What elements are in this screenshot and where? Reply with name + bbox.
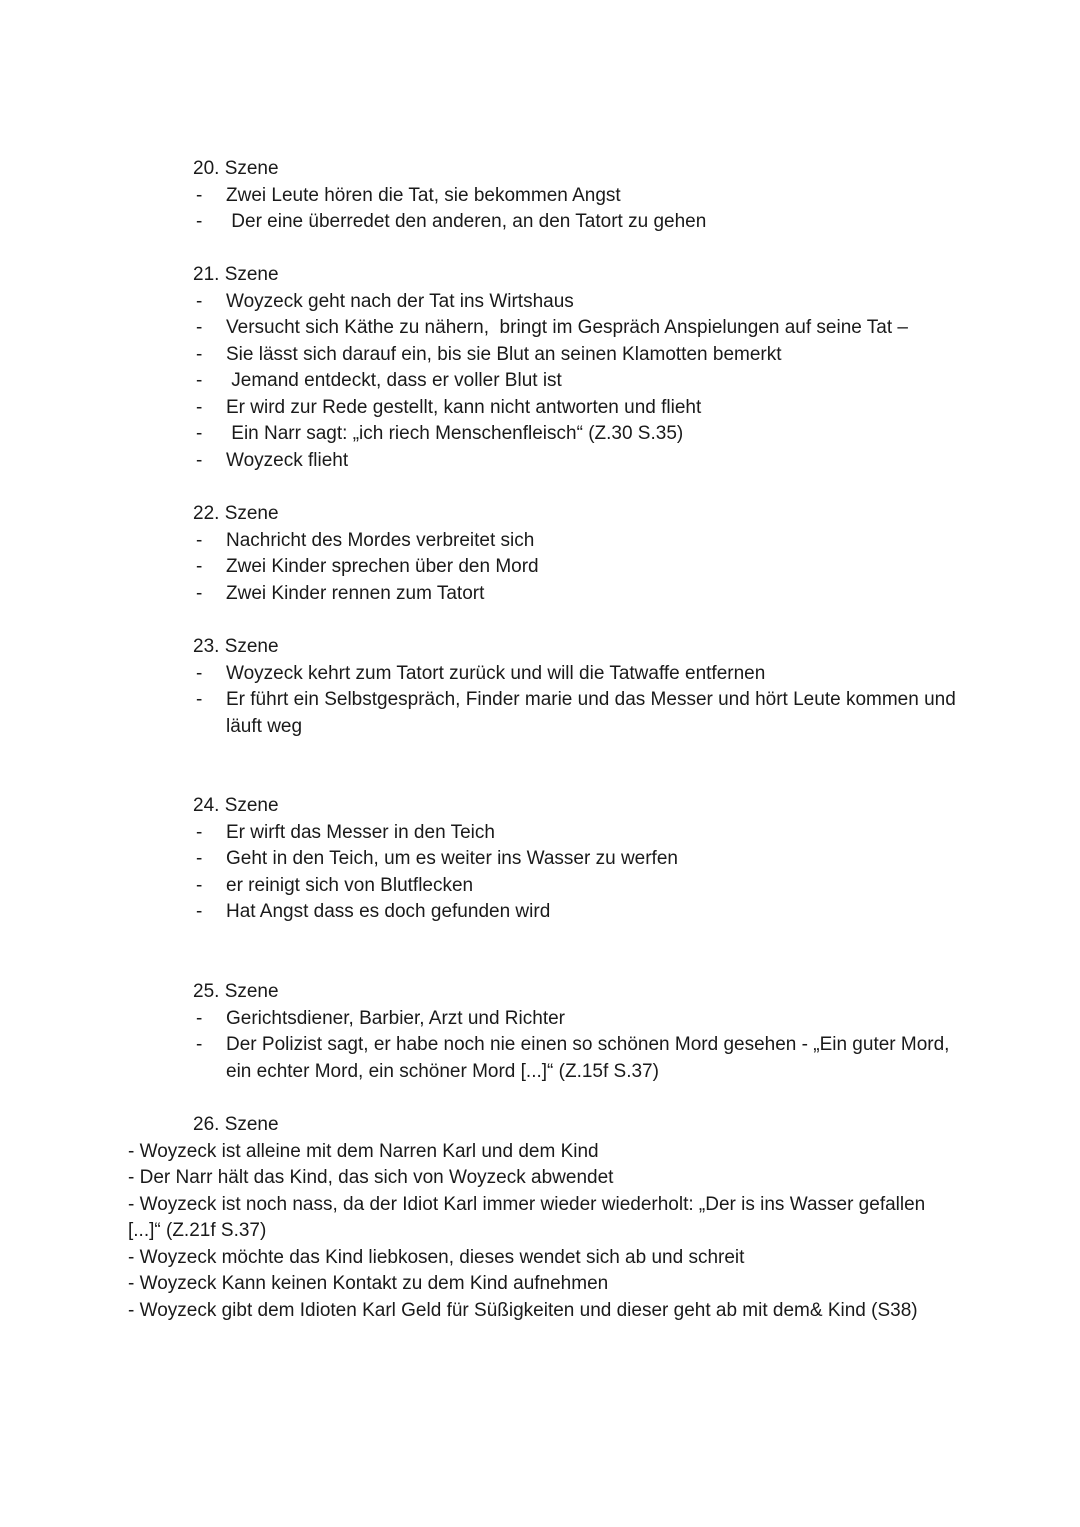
list-item: - Zwei Kinder rennen zum Tatort (193, 581, 973, 608)
list-item: - Woyzeck flieht (193, 448, 973, 475)
scene-heading: 23. Szene (193, 636, 279, 657)
list-item: - Versucht sich Käthe zu nähern, bringt im Gespräch Anspielungen auf seine Tat – (193, 315, 973, 342)
scene-items (193, 528, 973, 608)
scene-22 (193, 501, 973, 607)
list-item: - Woyzeck geht nach der Tat ins Wirtshaus (193, 289, 973, 316)
list-item: - Jemand entdeckt, dass er voller Blut ist (193, 368, 973, 395)
list-item: - Geht in den Teich, um es weiter ins Wasser zu werfen (193, 846, 973, 873)
text-line: - Woyzeck ist alleine mit dem Narren Karl und dem Kind (128, 1140, 599, 1162)
scene-20 (193, 156, 973, 236)
list-item: - Woyzeck kehrt zum Tatort zurück und will die Tatwaffe entfernen (193, 661, 973, 688)
list-item: - er reinigt sich von Blutflecken (193, 873, 973, 900)
list-item: - Sie lässt sich darauf ein, bis sie Blut an seinen Klamotten bemerkt (193, 342, 973, 369)
scene-items (193, 183, 973, 236)
scene-26 (128, 1112, 928, 1324)
scene-25 (193, 979, 973, 1085)
scene-21 (193, 262, 973, 474)
list-item: - Der Polizist sagt, er habe noch nie einen so schönen Mord gesehen - „Ein guter Mord, ein echter Mord, ein schöner Mord [...]“ (Z.15f S.37) (193, 1032, 973, 1085)
scene-items (193, 661, 973, 741)
scene-heading: 26. Szene (193, 1114, 279, 1135)
text-line: [...]“ (Z.21f S.37) (128, 1220, 267, 1241)
scene-items (193, 1006, 973, 1086)
scene-heading: 24. Szene (193, 795, 279, 816)
scene-23 (193, 634, 973, 740)
list-item: - Er führt ein Selbstgespräch, Finder marie und das Messer und hört Leute kommen und läuft weg (193, 687, 973, 740)
scene-items (193, 820, 973, 926)
scene-heading: 20. Szene (193, 158, 279, 179)
list-item: - Gerichtsdiener, Barbier, Arzt und Richter (193, 1006, 973, 1033)
list-item: - Zwei Kinder sprechen über den Mord (193, 554, 973, 581)
text-line: - Woyzeck möchte das Kind liebkosen, dieses wendet sich ab und schreit (128, 1246, 745, 1268)
list-item: - Nachricht des Mordes verbreitet sich (193, 528, 973, 555)
scene-items (193, 289, 973, 475)
text-line: - Woyzeck gibt dem Idioten Karl Geld für Süßigkeiten und dieser geht ab mit dem& Kind (S38) (128, 1299, 918, 1321)
list-item: - Ein Narr sagt: „ich riech Menschenfleisch“ (Z.30 S.35) (193, 421, 973, 448)
scene-heading: 21. Szene (193, 264, 279, 285)
scene-24 (193, 793, 973, 926)
list-item: - Zwei Leute hören die Tat, sie bekommen Angst (193, 183, 973, 210)
scene-heading: 25. Szene (193, 981, 279, 1002)
list-item: - Der eine überredet den anderen, an den Tatort zu gehen (193, 209, 973, 236)
list-item: - Er wird zur Rede gestellt, kann nicht antworten und flieht (193, 395, 973, 422)
list-item: - Hat Angst dass es doch gefunden wird (193, 899, 973, 926)
text-line: - Woyzeck ist noch nass, da der Idiot Karl immer wieder wiederholt: „Der is ins Wasser gefallen (128, 1193, 926, 1215)
text-line: - Woyzeck Kann keinen Kontakt zu dem Kind aufnehmen (128, 1273, 609, 1294)
list-item: - Er wirft das Messer in den Teich (193, 820, 973, 847)
text-line: - Der Narr hält das Kind, das sich von Woyzeck abwendet (128, 1167, 614, 1188)
scene-heading: 22. Szene (193, 503, 279, 524)
